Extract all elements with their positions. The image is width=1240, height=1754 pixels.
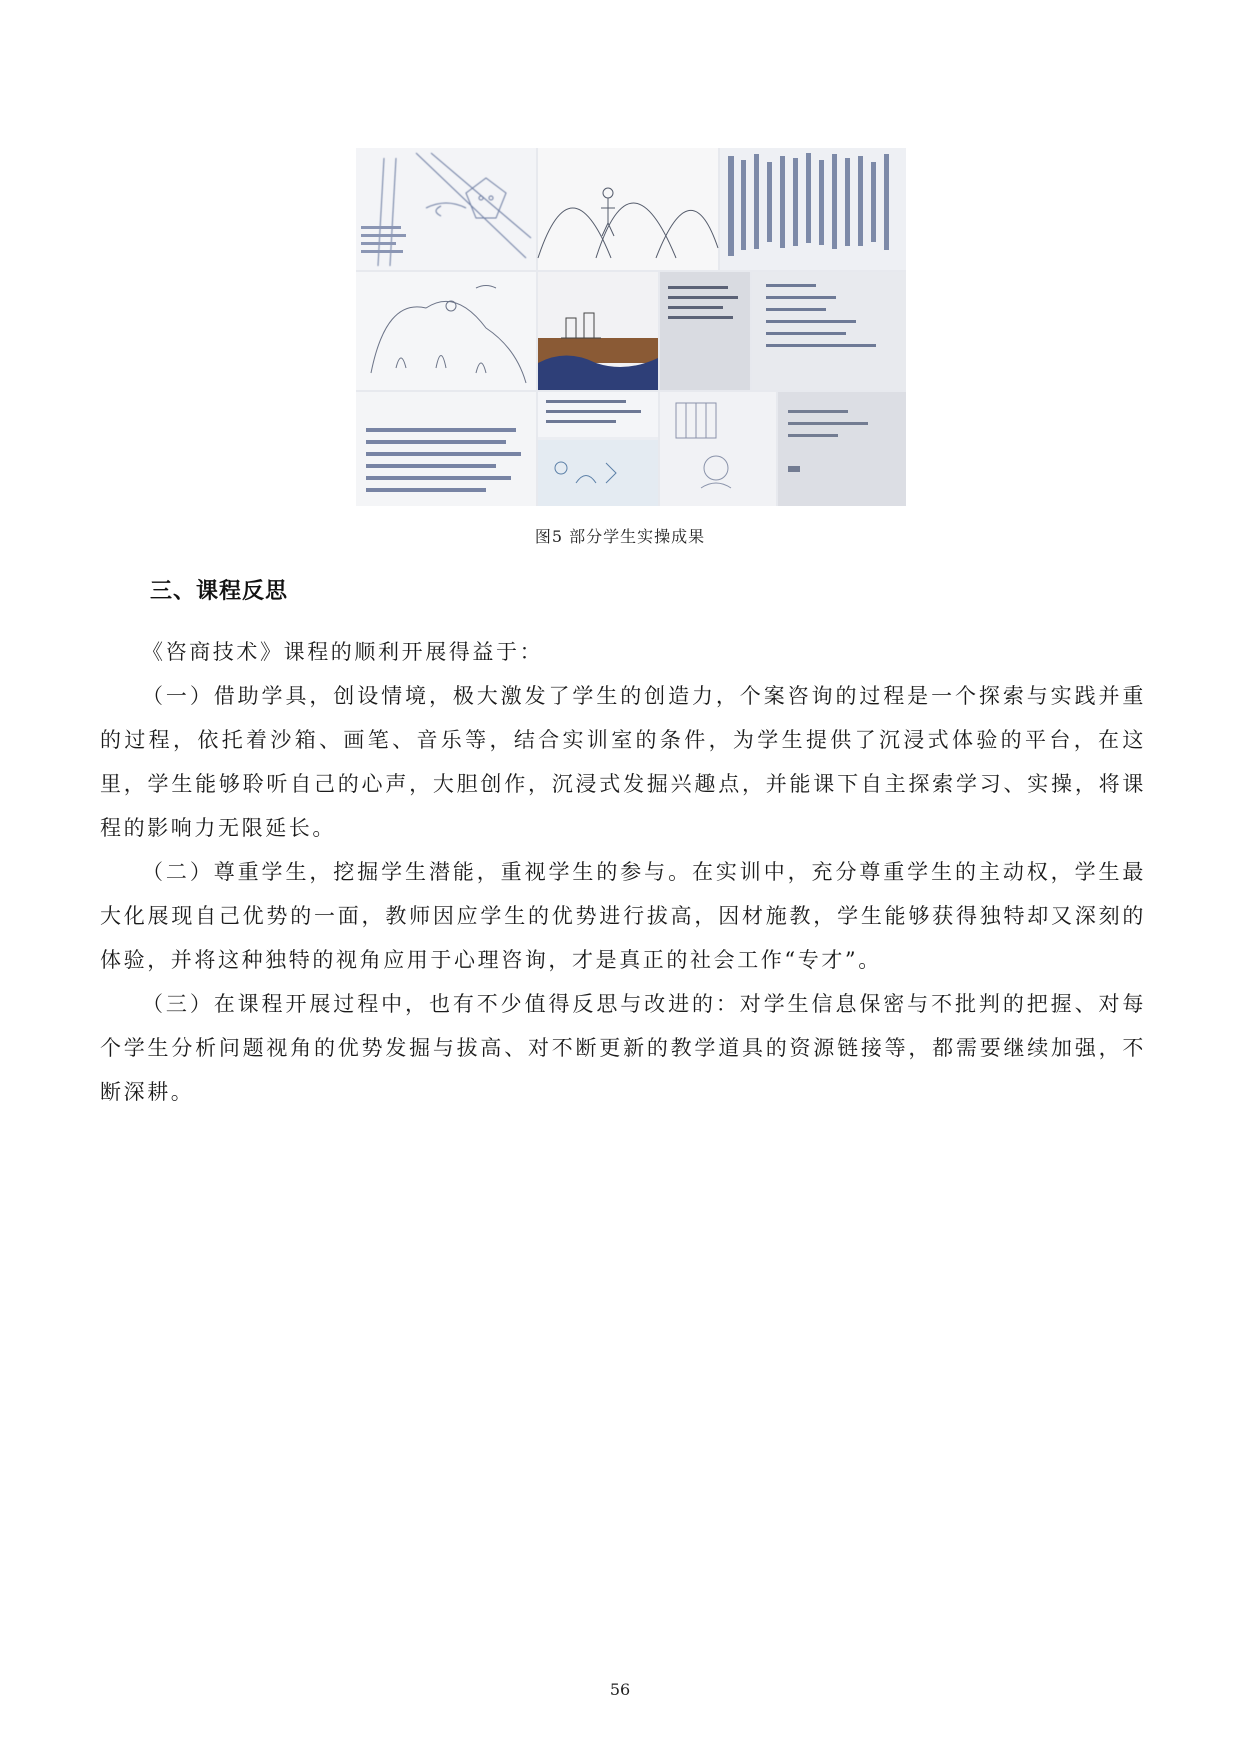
drawing-tile-10	[660, 392, 776, 506]
handwriting-tile-11	[778, 392, 906, 506]
drawing-tile-1	[356, 148, 536, 270]
figure-caption: 图5 部分学生实操成果	[534, 527, 706, 546]
handwriting-tile-9	[538, 392, 658, 506]
paragraph-two: （二）尊重学生，挖掘学生潜能，重视学生的参与。在实训中，充分尊重学生的主动权，学生最大化展现自己优势的一面，教师因应学生的优势进行拔高，因材施教，学生能够获得独特却又深刻的体验，并将这种独特的视角应用于心理咨询，才是真正的社会工作“专才”。	[100, 860, 1146, 972]
paragraph-three: （三）在课程开展过程中，也有不少值得反思与改进的：对学生信息保密与不批判的把握、对每个学生分析问题视角的优势发掘与拔高、对不断更新的教学道具的资源链接等，都需要继续加强，不断深耕。	[100, 992, 1146, 1104]
page-number: 56	[609, 1680, 631, 1699]
handwriting-tile-8	[356, 392, 536, 506]
student-work-collage	[356, 148, 906, 506]
handwriting-tile-3	[720, 148, 906, 270]
drawing-tile-2	[538, 148, 718, 270]
drawing-tile-4	[356, 272, 536, 390]
section-heading: 三、课程反思	[150, 579, 289, 604]
handwriting-tile-7	[752, 272, 906, 390]
body-text	[100, 630, 1146, 1114]
handwriting-tile-6	[660, 272, 750, 390]
paragraph-one: （一）借助学具，创设情境，极大激发了学生的创造力，个案咨询的过程是一个探索与实践并重的过程，依托着沙箱、画笔、音乐等，结合实训室的条件，为学生提供了沉浸式体验的平台，在这里，学生能够聆听自己的心声，大胆创作，沉浸式发掘兴趣点，并能课下自主探索学习、实操，将课程的影响力无限延长。	[100, 684, 1146, 840]
paragraph-intro: 《咨商技术》课程的顺利开展得益于：	[142, 640, 544, 664]
drawing-tile-5	[538, 272, 658, 390]
